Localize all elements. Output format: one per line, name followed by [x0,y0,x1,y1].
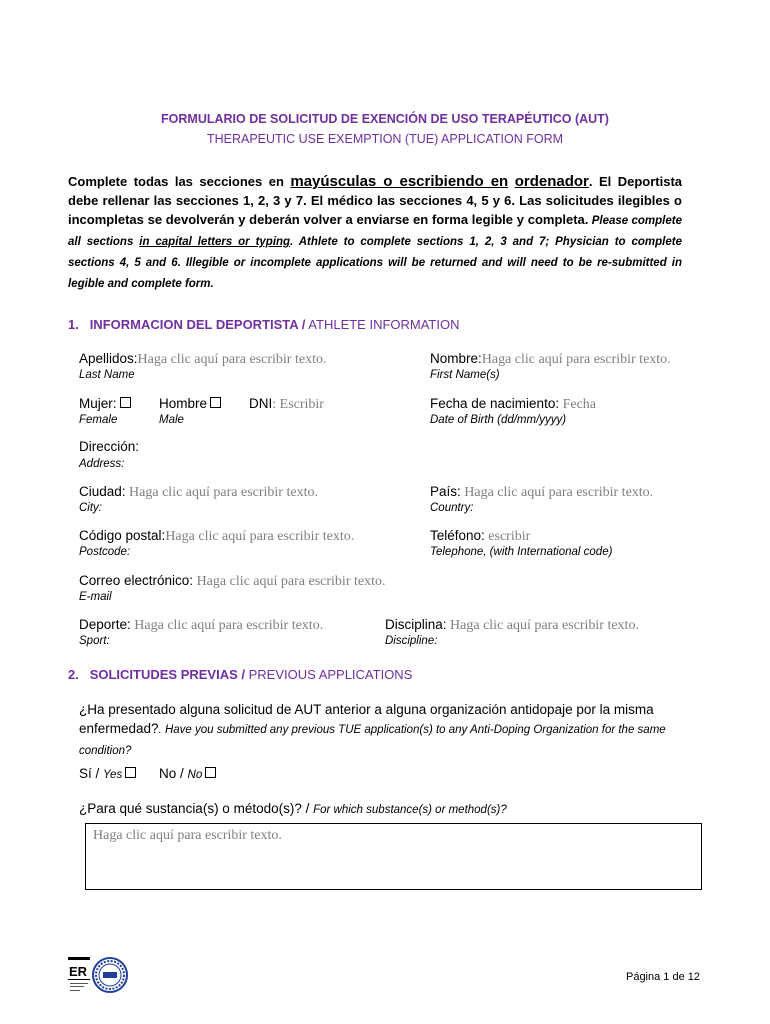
no-label-en: No [187,769,203,781]
section-2-title-es: SOLICITUDES PREVIAS / [89,667,245,682]
previous-tue-question-es: ¿Ha presentado alguna solicitud de AUT anterior a alguna organización antidopaje por la misma enfermedad? [79,702,654,736]
email-label: Correo electrónico: [79,573,194,588]
instructions [68,172,682,294]
city-label: Ciudad: [79,484,126,499]
substance-input[interactable]: Haga clic aquí para escribir texto. [93,828,282,843]
birth-date-input[interactable]: Fecha [559,397,597,412]
first-name-input[interactable]: Haga clic aquí para escribir texto. [481,352,671,367]
section-1-heading [68,317,460,332]
title-en: THERAPEUTIC USE EXEMPTION (TUE) APPLICATION FORM [206,132,564,146]
section-2-number: 2. [68,667,79,682]
er-certification-logo [68,957,90,995]
instructions-emphasis-1: mayúsculas o escribiendo en [290,173,509,190]
section-1-number: 1. [68,317,79,332]
country-input[interactable]: Haga clic aquí para escribir texto. [460,485,654,500]
postcode-field[interactable] [79,527,354,545]
substance-question-es: ¿Para qué sustancia(s) o método(s)? / [79,801,314,816]
telephone-label: Teléfono: [430,528,485,543]
dni-field[interactable] [249,395,324,413]
instructions-emphasis-2: ordenador [514,173,589,190]
telephone-field[interactable] [430,527,530,545]
aenor-certification-logo [92,957,128,993]
section-1-title-es: INFORMACION DEL DEPORTISTA / [89,317,306,332]
city-sublabel: City: [79,502,102,514]
first-name-label: Nombre: [430,351,482,366]
previous-tue-question [79,700,684,761]
discipline-input[interactable]: Haga clic aquí para escribir texto. [446,618,639,633]
email-field[interactable] [79,572,385,590]
last-name-label: Apellidos: [79,351,138,366]
instructions-text-1: Complete todas las secciones en [68,174,291,189]
sport-label: Deporte: [79,617,131,632]
yes-label-es: Sí / [79,766,104,781]
instructions-en-underline: in capital letters or typing [139,236,291,248]
telephone-sublabel: Telephone, (with International code) [430,546,613,558]
female-checkbox[interactable] [120,397,131,408]
city-input[interactable]: Haga clic aquí para escribir texto. [125,485,318,500]
postcode-sublabel: Postcode: [79,546,131,558]
no-checkbox[interactable] [205,767,216,778]
instructions-en-1: Please complete all sections [68,215,683,248]
postcode-label: Código postal: [79,528,166,543]
first-name-field[interactable] [430,350,671,368]
dni-input[interactable]: : Escribir [272,397,324,412]
postcode-input[interactable]: Haga clic aquí para escribir texto. [165,529,355,544]
male-label: Hombre [159,396,208,411]
discipline-label: Disciplina: [385,617,447,632]
female-option[interactable] [79,395,131,413]
address-label: Dirección: [79,439,140,454]
last-name-field[interactable] [79,350,326,368]
telephone-input[interactable]: escribir [484,529,531,544]
sport-sublabel: Sport: [79,635,110,647]
page-number: Página 1 de 12 [625,971,700,983]
previous-tue-yes[interactable] [79,765,136,783]
title-es: FORMULARIO DE SOLICITUD DE EXENCIÓN DE USO TERAPÉUTICO (AUT) [161,112,609,126]
dni-label: DNI [249,396,273,411]
address-sublabel: Address: [79,458,125,470]
city-field[interactable] [79,483,318,501]
section-2-title-en: PREVIOUS APPLICATIONS [245,667,413,682]
email-input[interactable]: Haga clic aquí para escribir texto. [193,574,386,589]
male-sublabel: Male [159,414,184,426]
country-field[interactable] [430,483,653,501]
discipline-field[interactable] [385,616,639,634]
substance-question [79,800,507,818]
discipline-sublabel: Discipline: [385,635,438,647]
country-label: País: [430,484,461,499]
section-2-heading [68,667,412,682]
first-name-sublabel: First Name(s) [430,369,500,381]
no-label-es: No / [159,766,188,781]
last-name-input[interactable]: Haga clic aquí para escribir texto. [137,352,327,367]
female-sublabel: Female [79,414,118,426]
sport-field[interactable] [79,616,323,634]
email-sublabel: E-mail [79,591,112,603]
previous-tue-no[interactable] [159,765,216,783]
section-1-title-en: ATHLETE INFORMATION [305,317,460,332]
instructions-en-2: . Athlete to complete sections 1, 2, 3 and 7; Physician to complete sections 4, 5 and 6. Illegible or incomplete applications will be returned and will need to be re-submitted in legible and complete form. [68,236,682,290]
yes-label-en: Yes [103,769,123,781]
instructions-text-2: . El Deportista debe rellenar las secciones 1, 2, 3 y 7. El médico las secciones 4, 5 y 6. Las solicitudes ilegibles o incompletas se devolverán y deberán volver a enviarse en forma legible y completa. [68,174,682,227]
last-name-sublabel: Last Name [79,369,135,381]
birth-date-label: Fecha de nacimiento: [430,396,560,411]
male-checkbox[interactable] [210,397,221,408]
sport-input[interactable]: Haga clic aquí para escribir texto. [130,618,324,633]
country-sublabel: Country: [430,502,474,514]
svg-text:ER: ER [69,964,88,979]
substance-text-box[interactable] [85,823,702,890]
substance-question-en: For which substance(s) or method(s)? [313,804,507,816]
female-label: Mujer: [79,396,117,411]
yes-checkbox[interactable] [125,767,136,778]
birth-date-sublabel: Date of Birth (dd/mm/yyyy) [430,414,567,426]
birth-date-field[interactable] [430,395,596,413]
male-option[interactable] [159,395,221,413]
previous-tue-question-en: . Have you submitted any previous TUE application(s) to any Anti-Doping Organization for the same condition? [79,724,666,757]
